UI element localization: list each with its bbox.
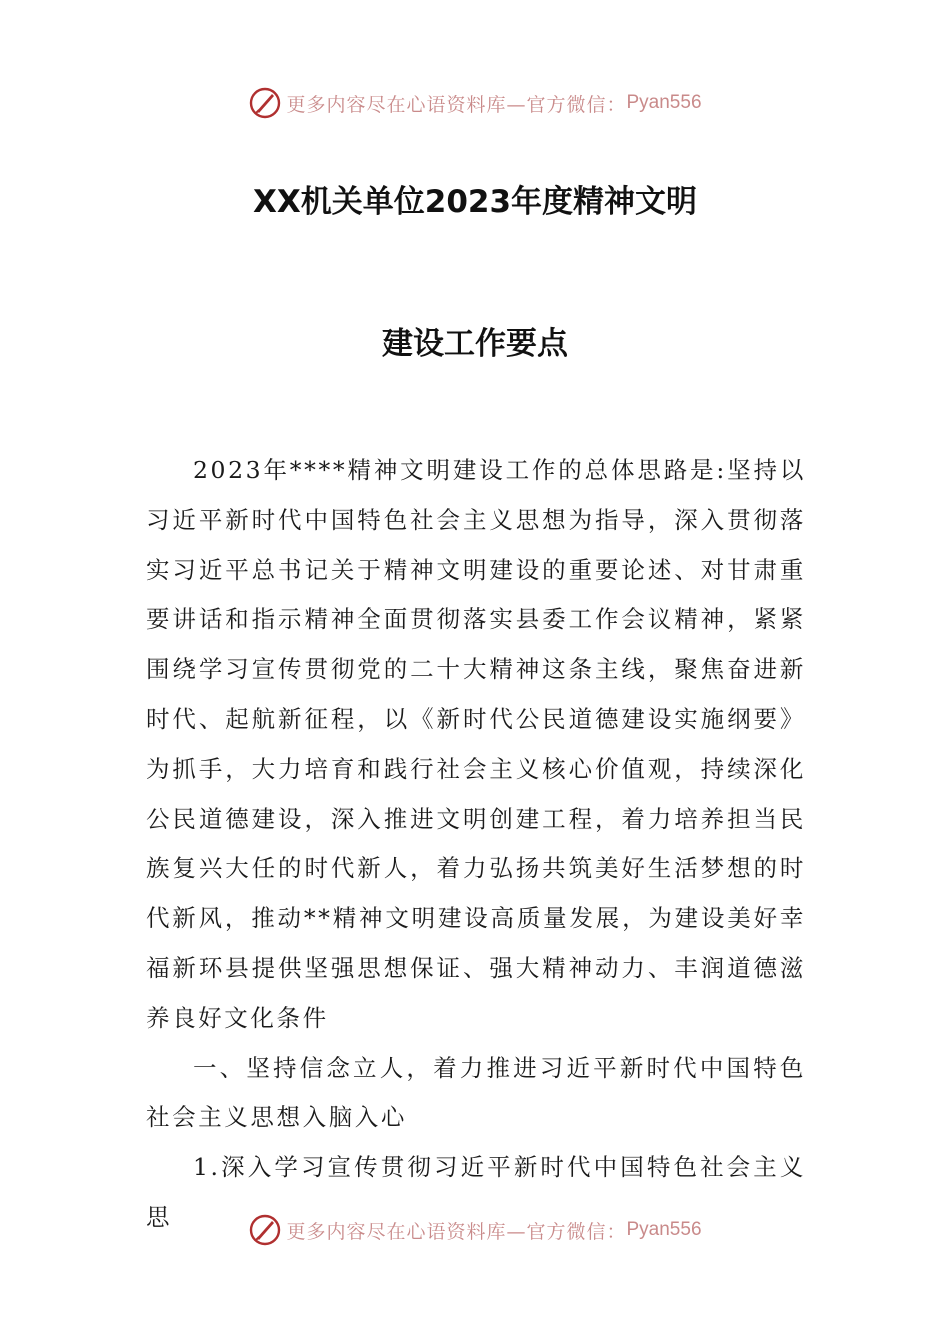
- quill-logo-icon: [248, 1213, 282, 1247]
- watermark-footer: [0, 1208, 950, 1252]
- watermark-text: 更多内容尽在心语资料库—官方微信：: [286, 93, 627, 116]
- watermark-text: 更多内容尽在心语资料库—官方微信：: [286, 1220, 627, 1243]
- document-title-line-1: XX机关单位2023年度精神文明: [252, 184, 698, 220]
- watermark-wechat-id: Pyan556: [626, 92, 702, 113]
- watermark-header: [0, 81, 950, 125]
- document-title-line-2: 建设工作要点: [382, 326, 568, 362]
- document-body: [146, 446, 806, 1243]
- paragraph-item-1: 1.深入学习宣传贯彻习近平新时代中国特色社会主义思: [146, 1153, 806, 1231]
- quill-logo-icon: [248, 86, 282, 120]
- paragraph-overview: 2023年****精神文明建设工作的总体思路是:坚持以习近平新时代中国特色社会主义思想为指导，深入贯彻落实习近平总书记关于精神文明建设的重要论述、对甘肃重要讲话和指示精神全面贯彻落实县委工作会议精神，紧紧围绕学习宣传贯彻党的二十大精神这条主线，聚焦奋进新时代、起航新征程，以《新时代公民道德建设实施纲要》为抓手，大力培育和践行社会主义核心价值观，持续深化公民道德建设，深入推进文明创建工程，着力培养担当民族复兴大任的时代新人，着力弘扬共筑美好生活梦想的时代新风，推动**精神文明建设高质量发展，为建设美好幸福新环县提供坚强思想保证、强大精神动力、丰润道德滋养良好文化条件: [146, 456, 806, 1032]
- watermark-wechat-id: Pyan556: [626, 1219, 702, 1240]
- paragraph-section-heading: 一、坚持信念立人，着力推进习近平新时代中国特色社会主义思想入脑入心: [146, 1053, 806, 1132]
